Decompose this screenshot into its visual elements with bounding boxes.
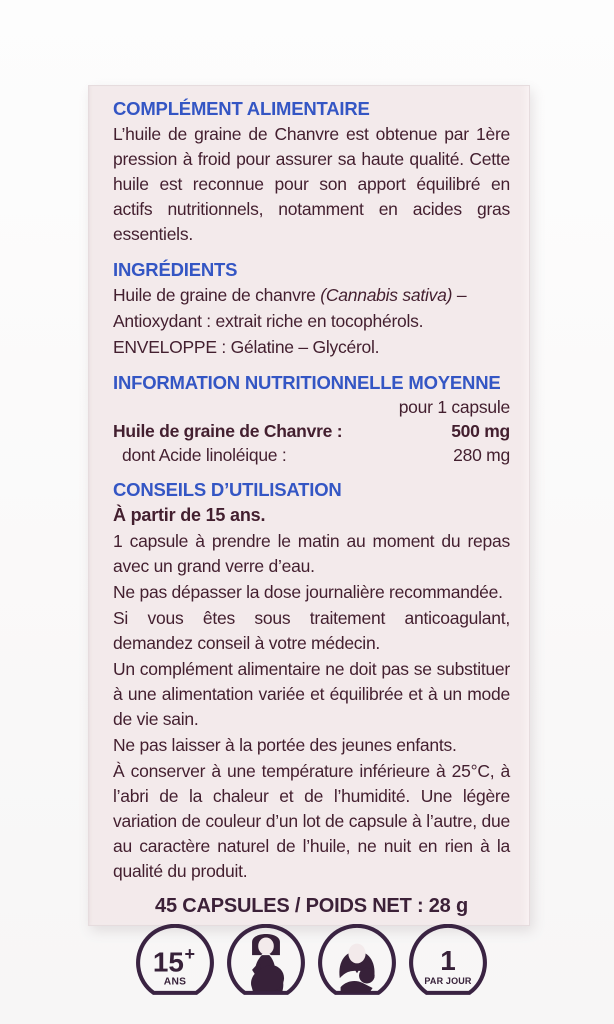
section-heading-complement-alimentaire: COMPLÉMENT ALIMENTAIRE [113, 98, 370, 119]
age-15-plus-icon [134, 924, 216, 1006]
usage-paragraph-children: Ne pas laisser à la portée des jeunes enfants. [113, 735, 457, 755]
svg-text:ANS: ANS [163, 976, 187, 988]
nutrition-row-value: 500 mg [451, 421, 510, 441]
pregnant-woman-icon [225, 924, 307, 1006]
svg-text:1: 1 [440, 944, 456, 976]
svg-text:15: 15 [152, 946, 184, 978]
usage-section [113, 478, 510, 884]
usage-age-restriction: À partir de 15 ans. [113, 505, 266, 525]
ingredients-latin-name: (Cannabis sativa) [320, 285, 453, 305]
section-heading-ingredients: INGRÉDIENTS [113, 259, 238, 280]
ingredients-line-2: Antioxydant : extrait riche en tocophérols. [113, 311, 424, 331]
net-weight-line: 45 CAPSULES / POIDS NET : 28 g [155, 895, 468, 917]
breastfeeding-mother-icon [316, 924, 398, 1006]
package-back-panel [88, 85, 530, 988]
nutrition-per-serving: pour 1 capsule [398, 397, 510, 417]
nutrition-row-hemp-oil [113, 419, 510, 443]
nutrition-section [113, 371, 510, 467]
nutrition-row-label: Huile de graine de Chanvre : [113, 421, 343, 441]
usage-paragraph-balanced-diet: Un complément alimentaire ne doit pas se substituer à une alimentation variée et équilibrée et à un mode de vie sain. [113, 659, 510, 729]
usage-paragraph-dosage: 1 capsule à prendre le matin au moment du repas avec un grand verre d’eau. [113, 531, 510, 576]
ingredients-line-3: ENVELOPPE : Gélatine – Glycérol. [113, 337, 380, 357]
section-heading-nutrition: INFORMATION NUTRITIONNELLE MOYENNE [113, 372, 501, 393]
one-per-day-icon [407, 924, 489, 1006]
ingredients-line1-text: Huile de graine de chanvre [113, 285, 321, 305]
section-heading-usage: CONSEILS D’UTILISATION [113, 479, 342, 500]
usage-paragraph-anticoagulant: Si vous êtes sous traitement anticoagulant, demandez conseil à votre médecin. [113, 608, 510, 653]
intro-paragraph: L’huile de graine de Chanvre est obtenue par 1ère pression à froid pour assurer sa haute qualité. Cette huile est reconnue pour son apport équilibré en actifs nutritionnels, notamment en acides gras essentiels. [113, 124, 510, 244]
usage-paragraph-daily-dose: Ne pas dépasser la dose journalière recommandée. [113, 582, 503, 602]
nutrition-row-linoleic-acid [113, 443, 510, 467]
svg-text:PAR JOUR: PAR JOUR [424, 975, 472, 986]
ingredients-section [113, 258, 510, 360]
usage-paragraph-storage: À conserver à une température inférieure à 25°C, à l’abri de la chaleur et de l’humidité. Une légère variation de couleur d’un lot de capsule à l’autre, due au caractère naturel de l’huile, ne nuit en rien à la qualité du produit. [113, 761, 510, 881]
nutrition-row-label: dont Acide linoléique : [122, 445, 287, 465]
pictogram-row [113, 924, 510, 1006]
ingredients-line1-end: – [452, 285, 467, 305]
svg-text:+: + [184, 944, 196, 965]
ingredients-line-1 [113, 283, 510, 308]
nutrition-row-value: 280 mg [453, 445, 510, 465]
